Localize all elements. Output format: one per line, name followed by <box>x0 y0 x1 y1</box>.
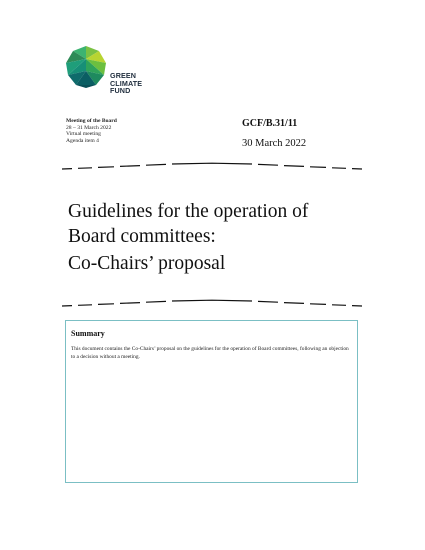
logo-line-2: CLIMATE <box>110 78 143 88</box>
summary-heading: Summary <box>71 329 105 338</box>
document-date: 30 March 2022 <box>242 138 307 149</box>
summary-box <box>65 320 358 483</box>
meeting-info <box>66 118 117 144</box>
title-line-2: Board committees: <box>68 226 216 247</box>
document-title <box>68 199 368 276</box>
bottom-divider <box>62 297 362 309</box>
agenda-item: Agenda item 4 <box>66 137 99 144</box>
title-line-1: Guidelines for the operation of <box>68 201 309 222</box>
summary-text: This document contains the Co-Chairs’ proposal on the guidelines for the operation of Board committees, following an objection to a decision without a meeting. <box>71 346 349 360</box>
green-climate-fund-globe-icon <box>64 45 108 89</box>
logo-wordmark <box>110 72 142 95</box>
meeting-mode: Virtual meeting <box>66 131 101 138</box>
logo-line-1: GREEN <box>110 71 137 80</box>
gcf-logo <box>64 45 184 105</box>
document-code: GCF/B.31/11 <box>242 118 298 129</box>
meeting-dates: 28 – 31 March 2022 <box>66 124 112 131</box>
meeting-title: Meeting of the Board <box>66 118 117 124</box>
top-divider <box>62 160 362 172</box>
title-subtitle: Co-Chairs’ proposal <box>68 253 226 274</box>
logo-line-3: FUND <box>110 86 131 96</box>
